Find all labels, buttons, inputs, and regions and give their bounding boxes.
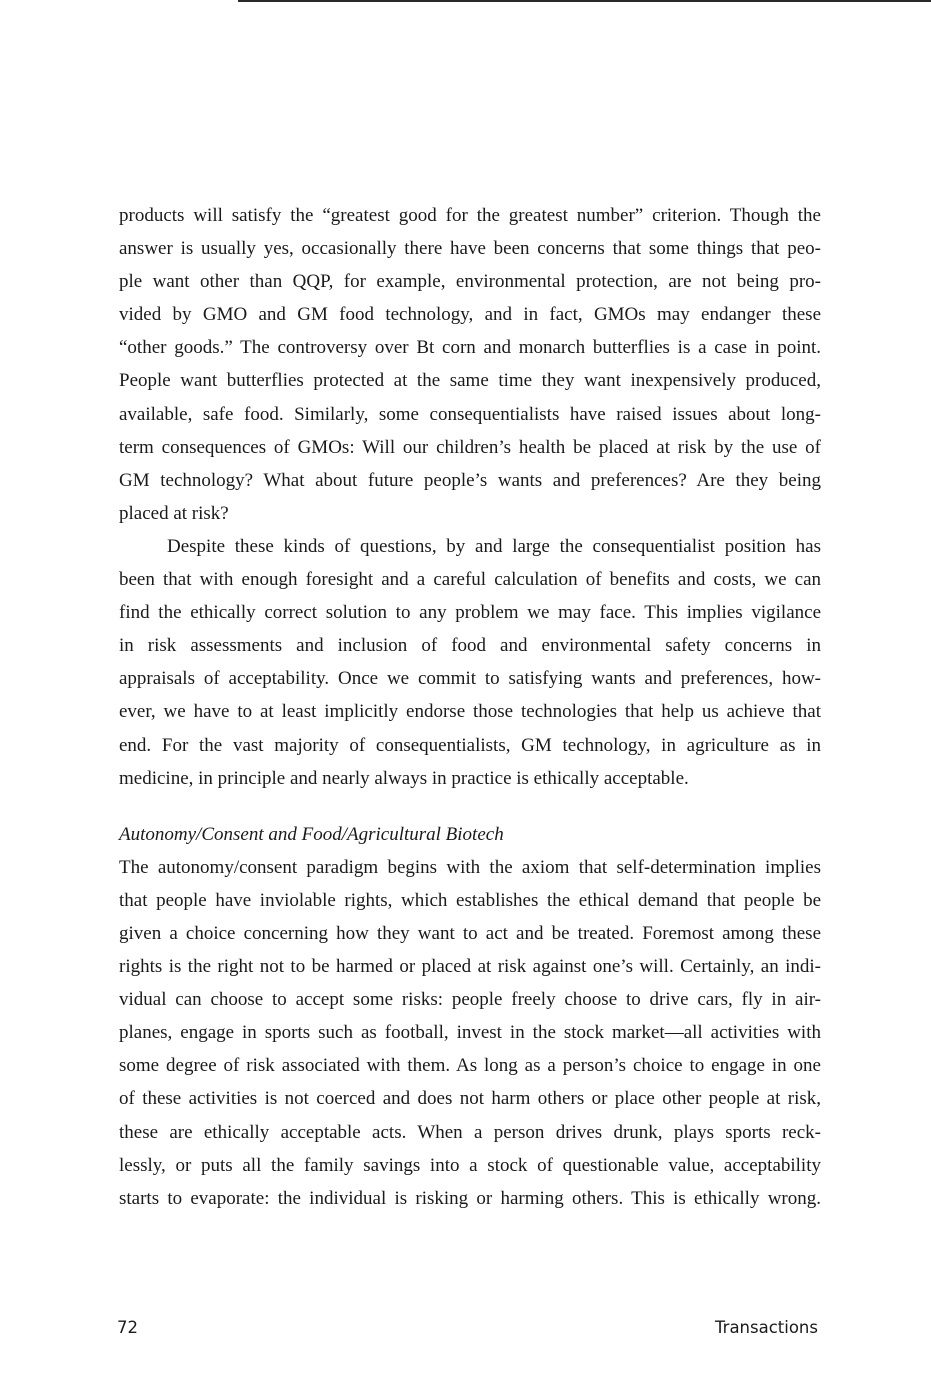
text-line: ple want other than QQP, for example, environmental protection, are not being pro- [119,271,821,293]
text-line: “other goods.” The controversy over Bt corn and monarch butterflies is a case in point. [119,337,821,359]
text-line: in risk assessments and inclusion of food and environmental safety concerns in [119,635,821,657]
page-body [119,199,821,1215]
paragraph-autonomy-consent [119,851,821,1215]
paragraph-consequences [119,199,821,530]
text-line: Despite these kinds of questions, by and large the consequentialist position has [167,535,821,557]
text-line: end. For the vast majority of consequentialists, GM technology, in agriculture as in [119,734,821,756]
text-line: GM technology? What about future people’s wants and preferences? Are they being [119,469,821,491]
text-line: some degree of risk associated with them. As long as a person’s choice to engage in one [119,1055,821,1077]
text-line: that people have inviolable rights, which establishes the ethical demand that people be [119,889,821,911]
section-heading: Autonomy/Consent and Food/Agricultural Biotech [119,823,504,845]
text-line: appraisals of acceptability. Once we commit to satisfying wants and preferences, how- [119,668,821,690]
text-line: rights is the right not to be harmed or placed at risk against one’s will. Certainly, an indi- [119,956,821,978]
paragraph-consequentialist-position [119,530,821,795]
text-line: term consequences of GMOs: Will our children’s health be placed at risk by the use of [119,436,821,458]
text-line: vided by GMO and GM food technology, and in fact, GMOs may endanger these [119,304,821,326]
text-line: available, safe food. Similarly, some consequentialists have raised issues about long- [119,403,821,425]
running-title: Transactions [715,1318,818,1337]
text-line: lessly, or puts all the family savings into a stock of questionable value, acceptability [119,1154,821,1176]
text-line: given a choice concerning how they want to act and be treated. Foremost among these [119,922,821,944]
text-line: planes, engage in sports such as football, invest in the stock market—all activities with [119,1022,821,1044]
top-rule [238,0,931,2]
text-line: medicine, in principle and nearly always in practice is ethically acceptable. [119,767,689,789]
text-line: these are ethically acceptable acts. When a person drives drunk, plays sports reck- [119,1121,821,1143]
text-line: been that with enough foresight and a careful calculation of benefits and costs, we can [119,569,821,591]
text-line: The autonomy/consent paradigm begins with the axiom that self-determination implies [119,856,821,878]
text-line: placed at risk? [119,502,229,524]
text-line: products will satisfy the “greatest good for the greatest number” criterion. Though the [119,205,821,226]
text-line: starts to evaporate: the individual is risking or harming others. This is ethically wrong. [119,1187,821,1209]
text-line: vidual can choose to accept some risks: people freely choose to drive cars, fly in air- [119,989,821,1011]
text-line: answer is usually yes, occasionally there have been concerns that some things that peo- [119,238,821,260]
text-line: of these activities is not coerced and does not harm others or place other people at risk, [119,1088,821,1110]
text-line: ever, we have to at least implicitly endorse those technologies that help us achieve that [119,701,821,723]
text-line: find the ethically correct solution to any problem we may face. This implies vigilance [119,602,821,624]
text-line: People want butterflies protected at the same time they want inexpensively produced, [119,370,821,392]
page-number: 72 [117,1318,138,1337]
